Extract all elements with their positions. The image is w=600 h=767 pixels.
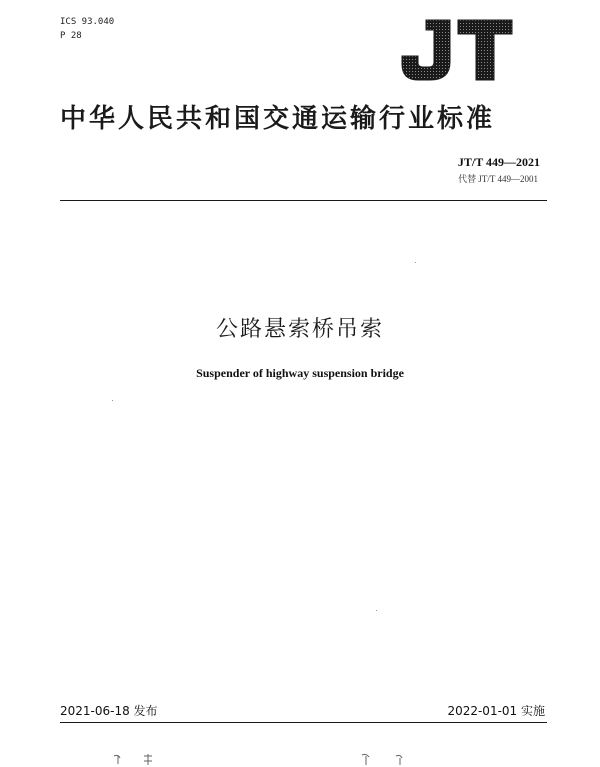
logo-letter-j xyxy=(402,20,450,80)
document-title-english: Suspender of highway suspension bridge xyxy=(196,366,404,380)
issue-date: 2021-06-18 发布 xyxy=(60,704,158,718)
top-divider xyxy=(60,200,547,201)
replaces-standard: 代替 JT/T 449—2001 xyxy=(458,174,538,184)
document-title-chinese: 公路悬索桥吊索 xyxy=(215,317,384,342)
footer-scan-marks xyxy=(60,752,547,767)
bottom-divider xyxy=(60,722,547,723)
scan-speck xyxy=(376,610,377,611)
implementation-date: 2022-01-01 实施 xyxy=(447,704,545,718)
scan-speck xyxy=(112,400,113,401)
jt-logo xyxy=(396,16,516,84)
ics-code: ICS 93.040 xyxy=(60,17,115,27)
logo-letter-t xyxy=(458,20,512,80)
issuing-authority-title: 中华人民共和国交通运输行业标准 xyxy=(60,104,496,134)
scan-speck xyxy=(415,262,416,263)
ccs-code: P 28 xyxy=(60,31,82,41)
standard-number: JT/T 449—2021 xyxy=(457,155,540,169)
